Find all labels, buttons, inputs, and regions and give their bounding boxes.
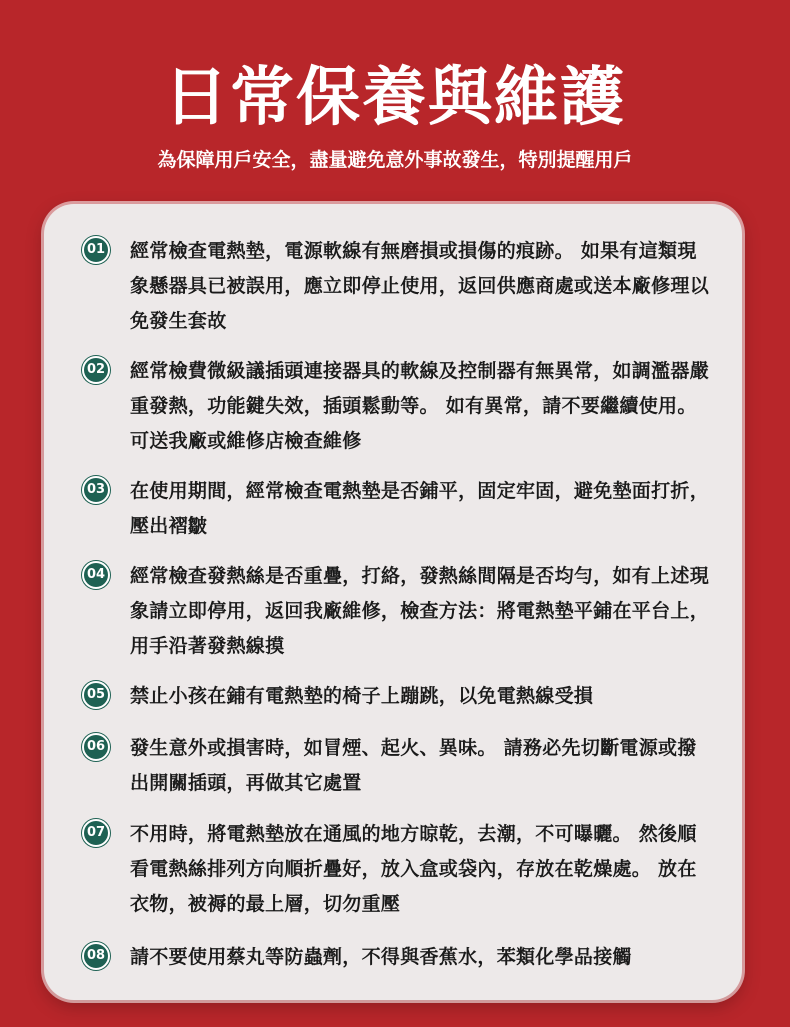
item-text: 經常檢查電熱墊，電源軟線有無磨損或損傷的痕跡。 如果有這類現象懸器具已被誤用，應立即停止使用，返回供應商處或送本廠修理以免發生套故 bbox=[130, 240, 710, 332]
item-number-badge: 07 bbox=[82, 819, 110, 847]
item-number-badge: 08 bbox=[82, 942, 110, 970]
page-subtitle: 為保障用戶安全，盡量避免意外事故發生，特別提醒用戶 bbox=[157, 149, 633, 171]
item-text: 經常檢費微級議插頭連接器具的軟線及控制器有無異常，如調濫器嚴重發熱，功能鍵失效，插頭鬆動等。 如有異常，請不要繼續使用。 可送我廠或維修店檢查維修 bbox=[130, 360, 710, 452]
item-number-badge: 06 bbox=[82, 733, 110, 761]
item-text: 不用時，將電熱墊放在通風的地方晾乾，去潮，不可曝曬。 然後順看電熱絲排列方向順折疊好，放入盒或袋內，存放在乾燥處。 放在衣物，被褥的最上層，切勿重壓 bbox=[130, 823, 697, 915]
item-number-badge: 01 bbox=[82, 236, 110, 264]
item-text: 經常檢查發熱絲是否重疊，打絡，發熱絲間隔是否均勻，如有上述現象請立即停用，返回我廠維修，檢查方法：將電熱墊平鋪在平台上，用手沿著發熱線摸 bbox=[130, 565, 710, 657]
item-number-badge: 05 bbox=[82, 681, 110, 709]
item-text: 發生意外或損害時，如冒煙、起火、異味。 請務必先切斷電源或撥出開關插頭，再做其它處置 bbox=[130, 737, 697, 794]
item-text: 禁止小孩在鋪有電熱墊的椅子上蹦跳，以免電熱線受損 bbox=[130, 685, 594, 707]
item-text: 在使用期間，經常檢查電熱墊是否鋪平，固定牢固，避免墊面打折，壓出褶皺 bbox=[130, 480, 710, 537]
page-title: 日常保養與維護 bbox=[164, 61, 626, 135]
instructions-card bbox=[44, 204, 742, 1000]
item-text: 請不要使用蔡丸等防蟲劑，不得與香蕉水，苯類化學品接觸 bbox=[130, 946, 632, 968]
item-number-badge: 02 bbox=[82, 356, 110, 384]
item-number-badge: 03 bbox=[82, 476, 110, 504]
item-number-badge: 04 bbox=[82, 561, 110, 589]
